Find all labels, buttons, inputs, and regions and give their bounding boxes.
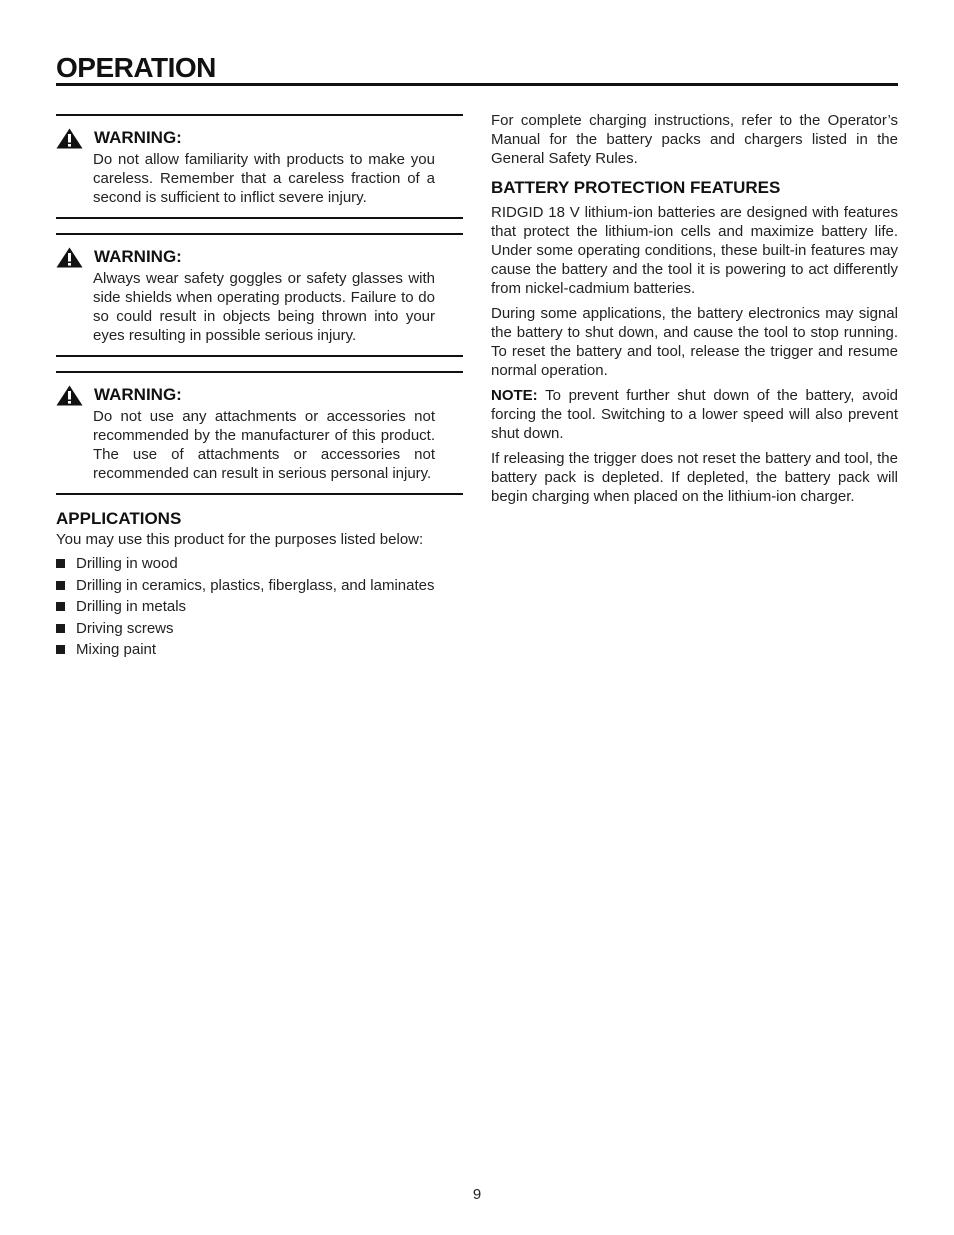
warning-header: [56, 128, 435, 148]
warning-triangle-icon: [56, 128, 83, 149]
warning-text: Do not use any attachments or accessories not recommended by the manufacturer of this product. The use of attachments or accessories not recommended can result in serious personal injury.: [93, 408, 435, 482]
list-item: [56, 553, 463, 575]
warning-text: Do not allow familiarity with products to make you careless. Remember that a careless fraction of a second is sufficient to inflict severe injury.: [93, 151, 435, 206]
warning-label: WARNING:: [94, 247, 182, 266]
list-item-text: Drilling in wood: [76, 555, 178, 572]
charging-instructions: For complete charging instructions, refer to the Operator’s Manual for the battery packs and chargers listed in the General Safety Rules.: [491, 112, 898, 167]
note-label: NOTE:: [491, 387, 538, 404]
list-item-text: Drilling in ceramics, plastics, fiberglass, and laminates: [76, 576, 435, 594]
list-item: [56, 596, 463, 618]
battery-paragraph-3: If releasing the trigger does not reset the battery and tool, the battery pack is depleted. If depleted, the battery pack will begin charging when placed on the lithium-ion charger.: [491, 450, 898, 505]
warning-label: WARNING:: [94, 385, 182, 404]
list-item-text: Driving screws: [76, 619, 174, 637]
bullet-square-icon: [56, 602, 65, 611]
list-item: [56, 618, 463, 640]
battery-paragraph-1: RIDGID 18 V lithium-ion batteries are designed with features that protect the lithium-ion cells and maximize battery life. Under some operating conditions, these built-in features may cause the battery and the tool it is powering to act differently from nickel-cadmium batteries.: [491, 204, 898, 297]
warning-box-eye-protection: [56, 233, 463, 357]
page-title: OPERATION: [56, 52, 216, 83]
warning-box-familiarity: [56, 114, 463, 219]
page-number: 9: [472, 1186, 482, 1203]
right-column: [491, 111, 898, 512]
list-item: [56, 639, 463, 661]
battery-protection-heading: BATTERY PROTECTION FEATURES: [491, 178, 781, 197]
bullet-square-icon: [56, 559, 65, 568]
list-item-text: Drilling in metals: [76, 598, 187, 615]
warning-header: [56, 247, 435, 267]
warning-label: WARNING:: [94, 128, 182, 147]
warning-text: Always wear safety goggles or safety glasses with side shields when operating products. Failure to do so could result in objects being thrown into your eyes resulting in possible serious injury.: [93, 270, 435, 344]
warning-triangle-icon: [56, 385, 83, 406]
battery-paragraph-2: During some applications, the battery electronics may signal the battery to shut down, and cause the tool to stop running. To reset the battery and tool, release the trigger and resume normal operation.: [491, 305, 898, 379]
title-rule: [56, 83, 898, 86]
applications-list: [56, 553, 463, 661]
list-item-text: Mixing paint: [76, 641, 157, 658]
note-paragraph: [491, 386, 898, 443]
warning-box-attachments: [56, 371, 463, 495]
bullet-square-icon: [56, 624, 65, 633]
bullet-square-icon: [56, 581, 65, 590]
warning-triangle-icon: [56, 247, 83, 268]
list-item: [56, 575, 463, 597]
note-text: To prevent further shut down of the battery, avoid forcing the tool. Switching to a lower speed will also prevent shut down.: [491, 387, 898, 442]
left-column: [56, 114, 463, 661]
applications-heading: APPLICATIONS: [56, 509, 182, 528]
warning-header: [56, 385, 435, 405]
bullet-square-icon: [56, 645, 65, 654]
applications-intro: You may use this product for the purposes listed below:: [56, 531, 424, 548]
